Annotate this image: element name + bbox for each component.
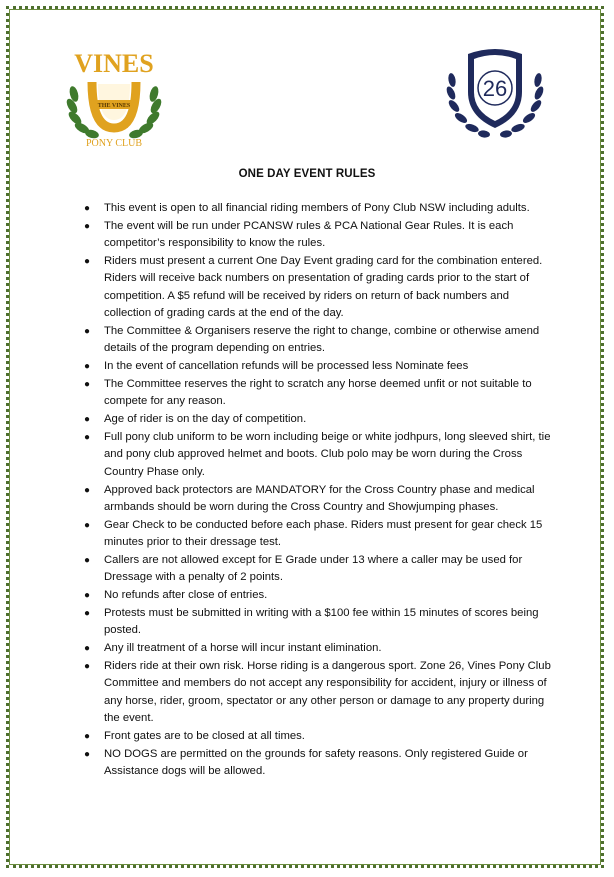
bullet-icon: ● xyxy=(84,379,91,391)
rule-text: No refunds after close of entries. xyxy=(104,589,268,602)
rule-text: Gear Check to be conducted before each phase. Riders must present for gear check 15 minutes prior to their dressage test. xyxy=(104,518,543,549)
rule-item xyxy=(84,587,556,604)
rule-item xyxy=(84,517,556,552)
bullet-icon: ● xyxy=(84,432,91,444)
rule-text: In the event of cancellation refunds will be processed less Nominate fees xyxy=(104,360,469,373)
rule-text: The Committee reserves the right to scratch any horse deemed unfit or not suitable to compete for any reason. xyxy=(104,378,532,408)
rule-item xyxy=(84,323,556,358)
bullet-icon: ● xyxy=(84,484,91,496)
page-title: ONE DAY EVENT RULES xyxy=(238,168,376,180)
rule-item xyxy=(84,253,556,323)
bullet-icon: ● xyxy=(84,748,91,760)
rule-text: Callers are not allowed except for E Grade under 13 where a caller may be used for Dressage with a penalty of 2 points. xyxy=(104,554,523,584)
rule-item xyxy=(84,376,556,411)
rule-text: The event will be run under PCANSW rules & PCA National Gear Rules. It is each competitor’s responsibility to know the rules. xyxy=(104,219,514,250)
rule-text: This event is open to all financial riding members of Pony Club NSW including adults. xyxy=(104,202,530,214)
rule-item xyxy=(84,746,556,781)
rule-item xyxy=(84,358,556,375)
bullet-icon: ● xyxy=(84,220,91,232)
bullet-icon: ● xyxy=(84,590,91,602)
bullet-icon: ● xyxy=(84,203,91,214)
bullet-icon: ● xyxy=(84,661,91,673)
rules-list xyxy=(84,200,556,781)
rule-item xyxy=(84,552,556,587)
rule-text: Any ill treatment of a horse will incur instant elimination. xyxy=(104,642,382,655)
rule-text: Approved back protectors are MANDATORY for the Cross Country phase and medical armbands should be worn during the Cross Country and Showjumping phases. xyxy=(104,483,535,514)
rule-text: Protests must be submitted in writing with a $100 fee within 15 minutes of scores being posted. xyxy=(104,607,539,637)
rule-item xyxy=(84,411,556,428)
bullet-icon: ● xyxy=(84,361,91,373)
bullet-icon: ● xyxy=(84,256,91,267)
rule-text: Riders must present a current One Day Event grading card for the combination entered. Riders will receive back numbers on presentation of grading cards prior to the start of competition. A $5 refund will be received by riders on return of back numbers and collection of grading cards at the end of the day. xyxy=(104,255,543,320)
svg-text:THE VINES: THE VINES xyxy=(97,103,131,109)
rule-text: Front gates are to be closed at all times. xyxy=(104,730,305,743)
rule-item xyxy=(84,658,556,728)
rule-text: Age of rider is on the day of competition. xyxy=(104,413,307,426)
bullet-icon: ● xyxy=(84,555,91,567)
zone-26-shield-logo xyxy=(442,40,548,144)
bullet-icon: ● xyxy=(84,643,91,655)
svg-text:VINES: VINES xyxy=(74,49,154,78)
rule-text: The Committee & Organisers reserve the right to change, combine or otherwise amend details of the program depending on entries. xyxy=(104,325,540,355)
bullet-icon: ● xyxy=(84,608,91,620)
rule-text: Full pony club uniform to be worn including beige or white jodhpurs, long sleeved shirt, tie and pony club approved helmet and boots. Club polo may be worn during the Cross Country Phase only. xyxy=(104,431,551,478)
rule-text: Riders ride at their own risk. Horse riding is a dangerous sport. Zone 26, Vines Pony Club Committee and members do not accept any responsibility for accident, injury or illness of any horse, rider, groom, spectator or any other person or damage to any property during the event. xyxy=(104,660,551,725)
rule-item xyxy=(84,200,556,217)
rule-text: NO DOGS are permitted on the grounds for safety reasons. Only registered Guide or Assistance dogs will be allowed. xyxy=(104,747,528,778)
svg-text:26: 26 xyxy=(482,76,508,101)
vines-pony-club-logo xyxy=(62,44,166,152)
rule-item xyxy=(84,482,556,517)
rule-item xyxy=(84,605,556,640)
bullet-icon: ● xyxy=(84,731,91,743)
rule-item xyxy=(84,429,556,481)
bullet-icon: ● xyxy=(84,326,91,338)
rule-item xyxy=(84,728,556,745)
rule-item xyxy=(84,218,556,253)
bullet-icon: ● xyxy=(84,414,91,426)
rule-item xyxy=(84,640,556,657)
svg-text:PONY CLUB: PONY CLUB xyxy=(85,138,143,149)
bullet-icon: ● xyxy=(84,519,91,531)
